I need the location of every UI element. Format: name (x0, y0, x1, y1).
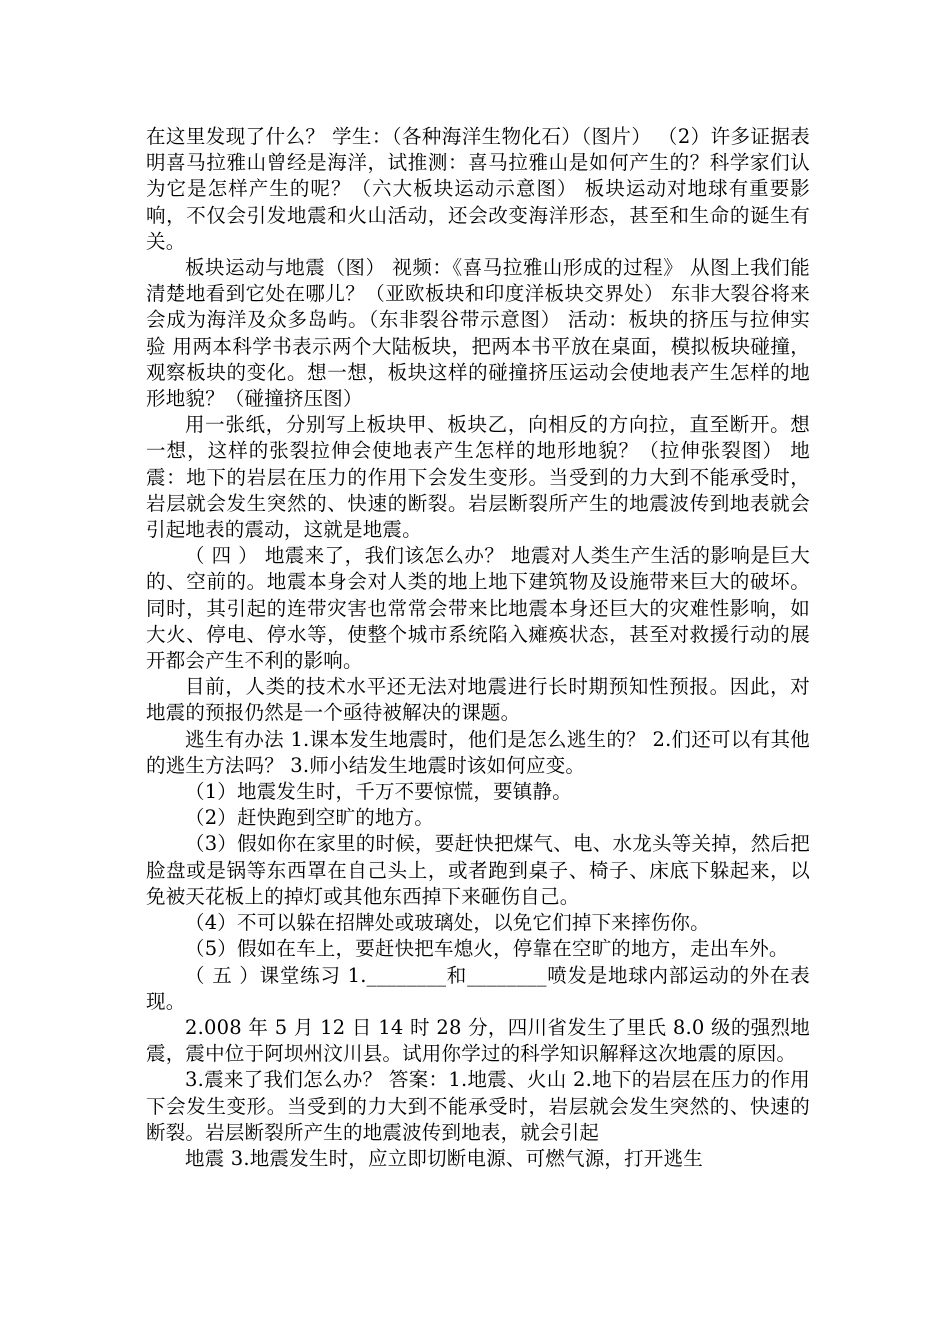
paragraph: 用一张纸，分别写上板块甲、板块乙，向相反的方向拉，直至断开。想一想，这样的张裂拉伸会使地表产生怎样的地形地貌？（拉伸张裂图） 地震：地下的岩层在压力的作用下会发生变形。当受到的力大到不能承受时，岩层就会发生突然的、快速的断裂。岩层断裂所产生的地震波传到地表就会引起地表的震动，这就是地震。 (146, 413, 810, 542)
list-item: （3）假如你在家里的时候，要赶快把煤气、电、水龙头等关掉，然后把脸盘或是锅等东西罩在自己头上，或者跑到桌子、椅子、床底下躲起来，以免被天花板上的掉灯或其他东西掉下来砸伤自己。 (146, 832, 810, 908)
list-item: （2）赶快跑到空旷的地方。 (185, 806, 435, 830)
paragraph: 板块运动与地震（图） 视频：《喜马拉雅山形成的过程》 从图上我们能清楚地看到它处在哪儿？（亚欧板块和印度洋板块交界处） 东非大裂谷将来会成为海洋及众多岛屿。（东非裂谷带示意图） 活动：板块的挤压与拉伸实验 用两本科学书表示两个大陆板块，把两本书平放在桌面，模拟板块碰撞，观察板块的变化。想一想，板块这样的碰撞挤压运动会使地表产生怎样的地形地貌？（碰撞挤压图） (146, 256, 810, 411)
paragraph: 逃生有办法 1.课本发生地震时，他们是怎么逃生的？ 2.们还可以有其他的逃生方法吗？ 3.师小结发生地震时该如何应变。 (146, 727, 810, 777)
paragraph: 目前，人类的技术水平还无法对地震进行长时期预知性预报。因此，对地震的预报仍然是一个亟待被解决的课题。 (146, 675, 810, 725)
paragraph: （ 四 ） 地震来了，我们该怎么办？ 地震对人类生产生活的影响是巨大的、空前的。地震本身会对人类的地上地下建筑物及设施带来巨大的破坏。同时，其引起的连带灾害也常常会带来比地震本身还巨大的灾难性影响，如大火、停电、停水等，使整个城市系统陷入瘫痪状态，甚至对救援行动的展开都会产生不利的影响。 (146, 544, 810, 673)
paragraph: 3.震来了我们怎么办？ 答案：1.地震、火山 2.地下的岩层在压力的作用下会发生变形。当受到的力大到不能承受时，岩层就会发生突然的、快速的断裂。岩层断裂所产生的地震波传到地表，就会引起 (146, 1068, 810, 1144)
paragraph: 在这里发现了什么？ 学生：（各种海洋生物化石）（图片） （2）许多证据表明喜马拉雅山曾经是海洋，试推测：喜马拉雅山是如何产生的？科学家们认为它是怎样产生的呢？（六大板块运动示意图） 板块运动对地球有重要影响，不仅会引发地震和火山活动，还会改变海洋形态，甚至和生命的诞生有关。 (146, 125, 810, 253)
paragraph: 2.008 年 5 月 12 日 14 时 28 分，四川省发生了里氏 8.0 级的强烈地震，震中位于阿坝州汶川县。试用你学过的科学知识解释这次地震的原因。 (146, 1015, 810, 1066)
list-item: （1）地震发生时，千万不要惊慌，要镇静。 (185, 780, 572, 804)
paragraph: 地震 3.地震发生时，应立即切断电源、可燃气源，打开逃生 (185, 1146, 703, 1170)
paragraph: （ 五 ）课堂练习 1.________和________喷发是地球内部运动的外在表现。 (146, 963, 810, 1013)
document-body (146, 124, 810, 1172)
list-item: （4）不可以躲在招牌处或玻璃处，以免它们掉下来摔伤你。 (185, 911, 710, 935)
list-item: （5）假如在车上，要赶快把车熄火，停靠在空旷的地方，走出车外。 (185, 937, 789, 961)
